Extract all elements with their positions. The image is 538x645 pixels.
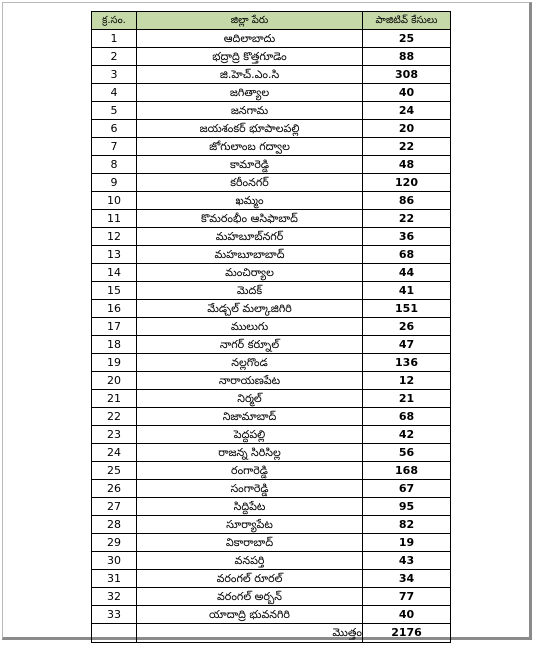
cases-cell: 86: [363, 192, 451, 210]
district-cell: వరంగల్ రూరల్: [137, 570, 363, 588]
district-cell: జనగామ: [137, 102, 363, 120]
district-cell: రాజన్న సిరిసిల్ల: [137, 444, 363, 462]
serial-cell: 24: [92, 444, 137, 462]
total-row: [92, 624, 451, 643]
cases-cell: 22: [363, 138, 451, 156]
table-body: [92, 30, 451, 624]
serial-cell: 12: [92, 228, 137, 246]
serial-cell: 6: [92, 120, 137, 138]
table-row: [92, 282, 451, 300]
district-cases-table: [91, 11, 451, 643]
table-row: [92, 588, 451, 606]
district-cell: మంచిర్యాల: [137, 264, 363, 282]
cases-cell: 67: [363, 480, 451, 498]
table-row: [92, 426, 451, 444]
district-cell: పెద్దపల్లి: [137, 426, 363, 444]
table-row: [92, 390, 451, 408]
serial-cell: 4: [92, 84, 137, 102]
table-row: [92, 606, 451, 624]
serial-cell: 22: [92, 408, 137, 426]
table-row: [92, 318, 451, 336]
cases-cell: 12: [363, 372, 451, 390]
serial-cell: 3: [92, 66, 137, 84]
total-serial-cell: [92, 624, 137, 643]
cases-cell: 21: [363, 390, 451, 408]
table-row: [92, 498, 451, 516]
cases-cell: 25: [363, 30, 451, 48]
serial-cell: 26: [92, 480, 137, 498]
district-cell: నాగర్ కర్నూల్: [137, 336, 363, 354]
table-row: [92, 408, 451, 426]
table-row: [92, 192, 451, 210]
table-row: [92, 156, 451, 174]
header-serial: క్ర.సం.: [92, 12, 137, 30]
district-cell: జయశంకర్ భూపాలపల్లి: [137, 120, 363, 138]
cases-cell: 24: [363, 102, 451, 120]
serial-cell: 20: [92, 372, 137, 390]
serial-cell: 23: [92, 426, 137, 444]
district-cell: సూర్యాపేట: [137, 516, 363, 534]
district-cell: ఆదిలాబాదు: [137, 30, 363, 48]
table-row: [92, 30, 451, 48]
cases-cell: 26: [363, 318, 451, 336]
table-row: [92, 462, 451, 480]
cases-cell: 22: [363, 210, 451, 228]
table-row: [92, 174, 451, 192]
table-row: [92, 210, 451, 228]
district-cell: జగిత్యాల: [137, 84, 363, 102]
cases-cell: 48: [363, 156, 451, 174]
district-cell: భద్రాద్రి కొత్తగూడెం: [137, 48, 363, 66]
district-cell: వరంగల్ అర్బన్: [137, 588, 363, 606]
total-cases: 2176: [363, 624, 451, 643]
cases-cell: 47: [363, 336, 451, 354]
table-row: [92, 354, 451, 372]
cases-cell: 20: [363, 120, 451, 138]
cases-cell: 68: [363, 408, 451, 426]
district-cell: యాదాద్రి భువనగిరి: [137, 606, 363, 624]
table-row: [92, 372, 451, 390]
district-cell: కరీంనగర్: [137, 174, 363, 192]
serial-cell: 5: [92, 102, 137, 120]
district-cell: జి.హెచ్.ఎం.సి: [137, 66, 363, 84]
serial-cell: 33: [92, 606, 137, 624]
table-row: [92, 444, 451, 462]
serial-cell: 16: [92, 300, 137, 318]
serial-cell: 32: [92, 588, 137, 606]
cases-cell: 77: [363, 588, 451, 606]
cases-cell: 308: [363, 66, 451, 84]
table-row: [92, 48, 451, 66]
district-cell: నిజామాబాద్: [137, 408, 363, 426]
serial-cell: 31: [92, 570, 137, 588]
table-row: [92, 300, 451, 318]
cases-cell: 95: [363, 498, 451, 516]
serial-cell: 1: [92, 30, 137, 48]
table-row: [92, 120, 451, 138]
serial-cell: 15: [92, 282, 137, 300]
district-cell: సంగారెడ్డి: [137, 480, 363, 498]
serial-cell: 21: [92, 390, 137, 408]
table-row: [92, 66, 451, 84]
table-row: [92, 534, 451, 552]
table-row: [92, 138, 451, 156]
serial-cell: 14: [92, 264, 137, 282]
cases-cell: 36: [363, 228, 451, 246]
serial-cell: 10: [92, 192, 137, 210]
cases-cell: 34: [363, 570, 451, 588]
cases-cell: 40: [363, 606, 451, 624]
serial-cell: 2: [92, 48, 137, 66]
cases-cell: 43: [363, 552, 451, 570]
cases-cell: 40: [363, 84, 451, 102]
serial-cell: 19: [92, 354, 137, 372]
district-cell: ఖమ్మం: [137, 192, 363, 210]
table-row: [92, 264, 451, 282]
serial-cell: 17: [92, 318, 137, 336]
district-cell: మహబూబాబాద్: [137, 246, 363, 264]
table-row: [92, 480, 451, 498]
serial-cell: 9: [92, 174, 137, 192]
document-page: [2, 2, 532, 640]
header-cases: పాజిటివ్ కేసులు: [363, 12, 451, 30]
cases-cell: 68: [363, 246, 451, 264]
cases-cell: 168: [363, 462, 451, 480]
district-cell: నల్లగొండ: [137, 354, 363, 372]
table-row: [92, 336, 451, 354]
serial-cell: 29: [92, 534, 137, 552]
serial-cell: 25: [92, 462, 137, 480]
district-cell: జోగులాంబ గద్వాల: [137, 138, 363, 156]
table-row: [92, 552, 451, 570]
cases-cell: 41: [363, 282, 451, 300]
district-cell: రంగారెడ్డి: [137, 462, 363, 480]
cases-cell: 82: [363, 516, 451, 534]
cases-cell: 120: [363, 174, 451, 192]
cases-cell: 151: [363, 300, 451, 318]
district-cell: వనపర్తి: [137, 552, 363, 570]
serial-cell: 11: [92, 210, 137, 228]
table-row: [92, 102, 451, 120]
cases-cell: 19: [363, 534, 451, 552]
cases-cell: 88: [363, 48, 451, 66]
table-row: [92, 570, 451, 588]
district-cell: కొమరంభీం ఆసిఫాబాద్: [137, 210, 363, 228]
cases-cell: 44: [363, 264, 451, 282]
header-district: జిల్లా పేరు: [137, 12, 363, 30]
table-row: [92, 246, 451, 264]
table-row: [92, 516, 451, 534]
serial-cell: 8: [92, 156, 137, 174]
cases-cell: 42: [363, 426, 451, 444]
district-cell: ములుగు: [137, 318, 363, 336]
serial-cell: 27: [92, 498, 137, 516]
district-cell: నిర్మల్: [137, 390, 363, 408]
table-row: [92, 228, 451, 246]
district-cell: వికారాబాద్: [137, 534, 363, 552]
district-cell: మేడ్చల్ మల్కాజిగిరి: [137, 300, 363, 318]
serial-cell: 28: [92, 516, 137, 534]
cases-cell: 136: [363, 354, 451, 372]
table-row: [92, 84, 451, 102]
serial-cell: 13: [92, 246, 137, 264]
district-cell: మెదక్: [137, 282, 363, 300]
serial-cell: 30: [92, 552, 137, 570]
district-cell: నారాయణపేట: [137, 372, 363, 390]
cases-cell: 56: [363, 444, 451, 462]
district-cell: మహబూబ్‌నగర్: [137, 228, 363, 246]
serial-cell: 7: [92, 138, 137, 156]
district-cell: సిద్దిపేట: [137, 498, 363, 516]
district-cell: కామారెడ్డి: [137, 156, 363, 174]
serial-cell: 18: [92, 336, 137, 354]
total-label: మొత్తం: [137, 624, 363, 643]
table-header-row: [92, 12, 451, 30]
